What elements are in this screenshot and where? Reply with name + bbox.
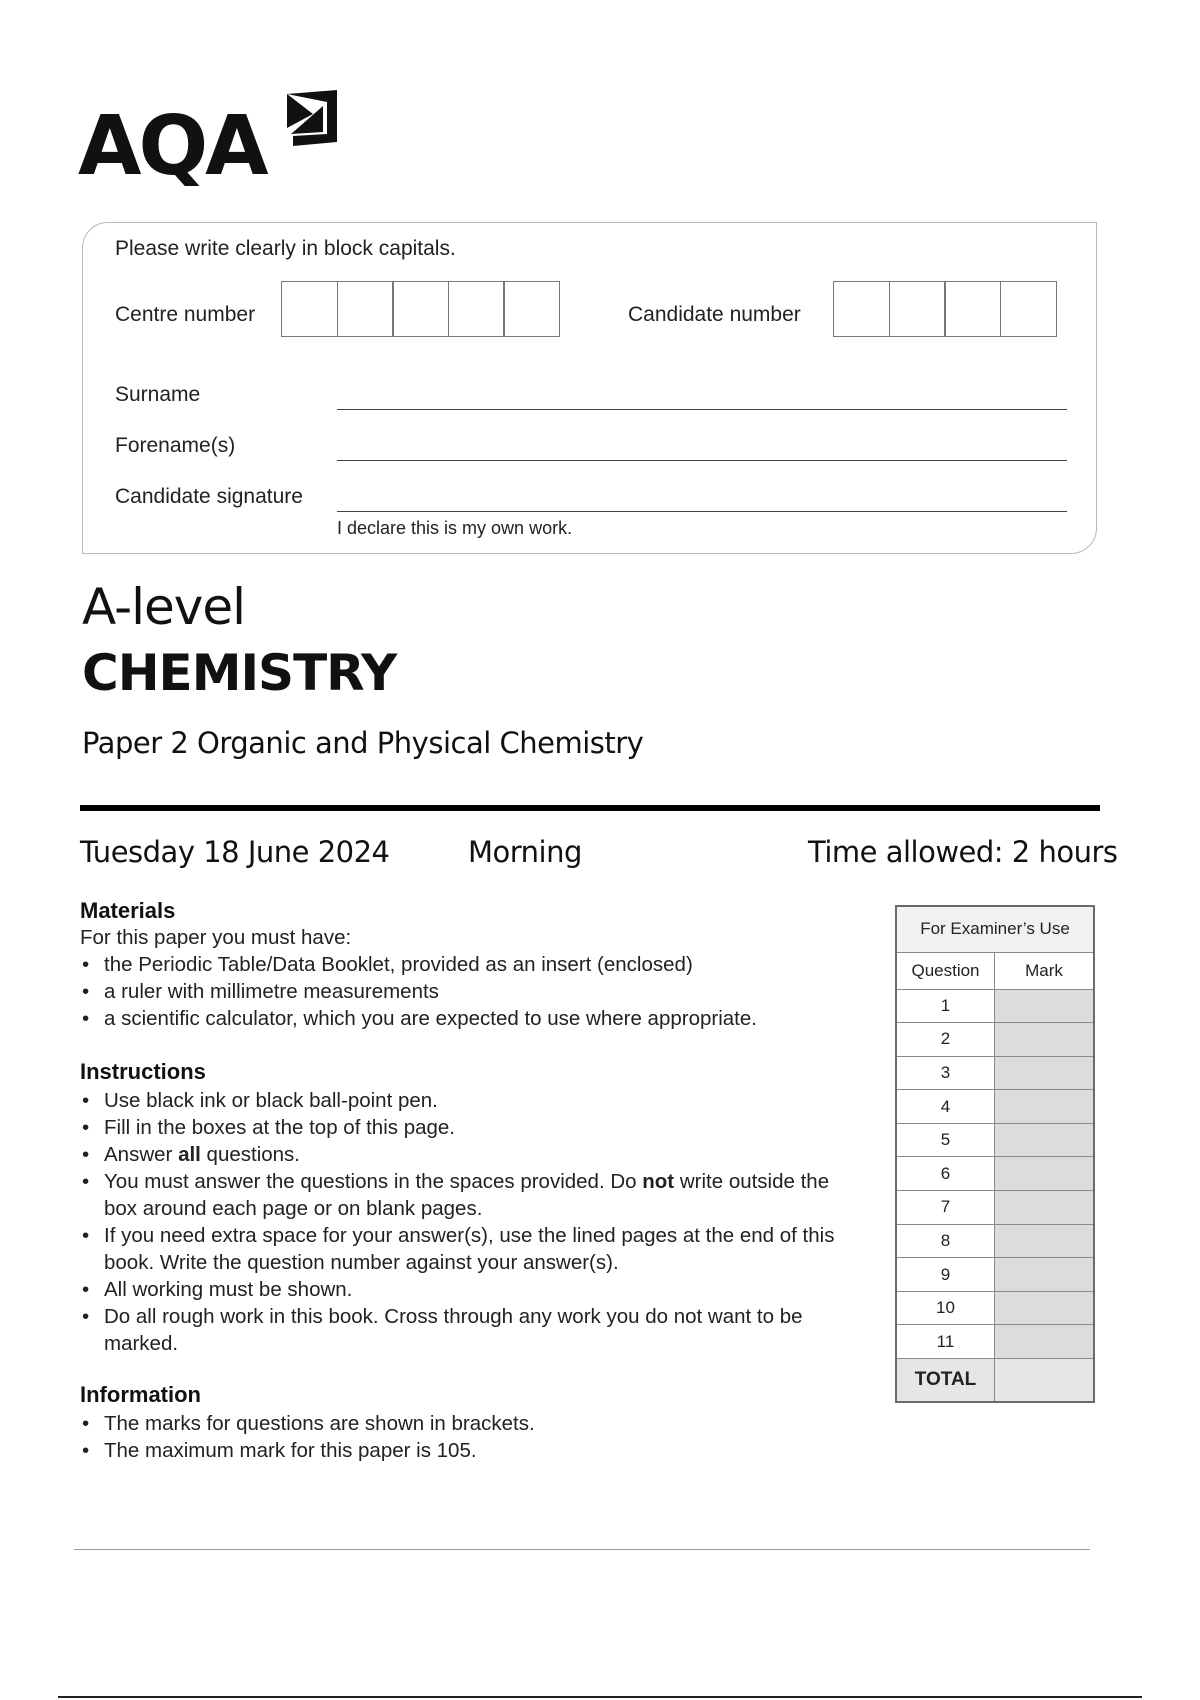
mark-cell [995, 1291, 1095, 1325]
footer-divider [74, 1549, 1090, 1550]
materials-heading: Materials [80, 898, 176, 923]
title-divider [80, 805, 1100, 811]
centre-digit-box[interactable] [281, 281, 338, 337]
candidate-number-boxes[interactable] [833, 281, 1057, 337]
table-row [896, 1291, 1094, 1325]
signature-field[interactable] [337, 511, 1067, 512]
logo-text: AQA [78, 99, 266, 194]
materials-item: • the Periodic Table/Data Booklet, provided as an insert (enclosed) [80, 951, 880, 978]
question-number: 7 [896, 1191, 995, 1225]
question-column-header: Question [896, 952, 995, 989]
information-item: • The maximum mark for this paper is 105. [80, 1437, 880, 1464]
qualification-level: A-level [82, 578, 246, 636]
instruction-item: • If you need extra space for your answer(s), use the lined pages at the end of this book. Write the question number against your answer(s). [80, 1222, 864, 1276]
mark-cell [995, 1090, 1095, 1124]
question-number: 11 [896, 1325, 995, 1359]
page-bottom-rule [58, 1696, 1142, 1698]
candidate-number-label: Candidate number [628, 303, 801, 326]
question-number: 4 [896, 1090, 995, 1124]
block-capitals-instruction: Please write clearly in block capitals. [115, 237, 456, 260]
mark-cell [995, 1224, 1095, 1258]
question-number: 1 [896, 989, 995, 1023]
examiner-table-title: For Examiner’s Use [896, 906, 1094, 952]
table-row [896, 1224, 1094, 1258]
mark-cell [995, 1023, 1095, 1057]
question-number: 8 [896, 1224, 995, 1258]
declaration-text: I declare this is my own work. [337, 518, 573, 538]
question-number: 3 [896, 1056, 995, 1090]
exam-session: Morning [468, 835, 582, 869]
materials-item: • a ruler with millimetre measurements [80, 978, 880, 1005]
surname-field[interactable] [337, 409, 1067, 410]
candidate-digit-box[interactable] [1000, 281, 1057, 337]
time-allowed: Time allowed: 2 hours [808, 835, 1118, 869]
information-heading: Information [80, 1382, 201, 1407]
table-row [896, 1123, 1094, 1157]
information-item: • The marks for questions are shown in brackets. [80, 1410, 880, 1437]
candidate-digit-box[interactable] [889, 281, 946, 337]
surname-label: Surname [115, 383, 201, 406]
question-number: 5 [896, 1123, 995, 1157]
aqa-logo [78, 88, 348, 194]
mark-cell [995, 1191, 1095, 1225]
table-row [896, 1056, 1094, 1090]
signature-label: Candidate signature [115, 485, 303, 508]
table-row [896, 1191, 1094, 1225]
candidate-digit-box[interactable] [833, 281, 890, 337]
materials-intro: For this paper you must have: [80, 926, 352, 949]
instruction-item: • Use black ink or black ball-point pen. [80, 1087, 880, 1114]
candidate-details-box [82, 222, 1097, 554]
centre-digit-box[interactable] [448, 281, 505, 337]
instructions-section [80, 1059, 880, 1357]
forenames-field[interactable] [337, 460, 1067, 461]
centre-number-boxes[interactable] [281, 281, 560, 337]
aqa-logo-mark-icon [283, 88, 341, 150]
total-mark-cell [995, 1359, 1095, 1403]
instruction-item: • Fill in the boxes at the top of this page. [80, 1114, 880, 1141]
mark-cell [995, 1123, 1095, 1157]
question-number: 2 [896, 1023, 995, 1057]
instruction-item: • Answer all questions. [80, 1141, 880, 1168]
exam-date: Tuesday 18 June 2024 [80, 835, 390, 869]
forenames-label: Forename(s) [115, 434, 236, 457]
table-row [896, 1090, 1094, 1124]
information-section [80, 1382, 880, 1464]
subject-title: CHEMISTRY [82, 644, 397, 702]
table-row [896, 1325, 1094, 1359]
materials-item: • a scientific calculator, which you are expected to use where appropriate. [80, 1005, 880, 1032]
question-number: 10 [896, 1291, 995, 1325]
centre-digit-box[interactable] [503, 281, 560, 337]
mark-cell [995, 1258, 1095, 1292]
table-row [896, 1023, 1094, 1057]
table-row [896, 1157, 1094, 1191]
total-row [896, 1359, 1094, 1403]
instructions-heading: Instructions [80, 1059, 206, 1084]
mark-cell [995, 1325, 1095, 1359]
candidate-digit-box[interactable] [944, 281, 1001, 337]
mark-column-header: Mark [995, 952, 1095, 989]
table-row [896, 1258, 1094, 1292]
materials-section [80, 898, 880, 1032]
paper-title: Paper 2 Organic and Physical Chemistry [82, 726, 644, 760]
instruction-item: • Do all rough work in this book. Cross through any work you do not want to be marked. [80, 1303, 864, 1357]
mark-cell [995, 989, 1095, 1023]
instruction-item: • All working must be shown. [80, 1276, 880, 1303]
table-row [896, 989, 1094, 1023]
centre-number-label: Centre number [115, 303, 256, 326]
centre-digit-box[interactable] [337, 281, 394, 337]
mark-cell [995, 1157, 1095, 1191]
mark-cell [995, 1056, 1095, 1090]
question-number: 6 [896, 1157, 995, 1191]
total-label: TOTAL [896, 1359, 995, 1403]
question-number: 9 [896, 1258, 995, 1292]
centre-digit-box[interactable] [392, 281, 449, 337]
instruction-item: • You must answer the questions in the spaces provided. Do not write outside the box around each page or on blank pages. [80, 1168, 864, 1222]
examiner-use-table [895, 905, 1095, 1403]
